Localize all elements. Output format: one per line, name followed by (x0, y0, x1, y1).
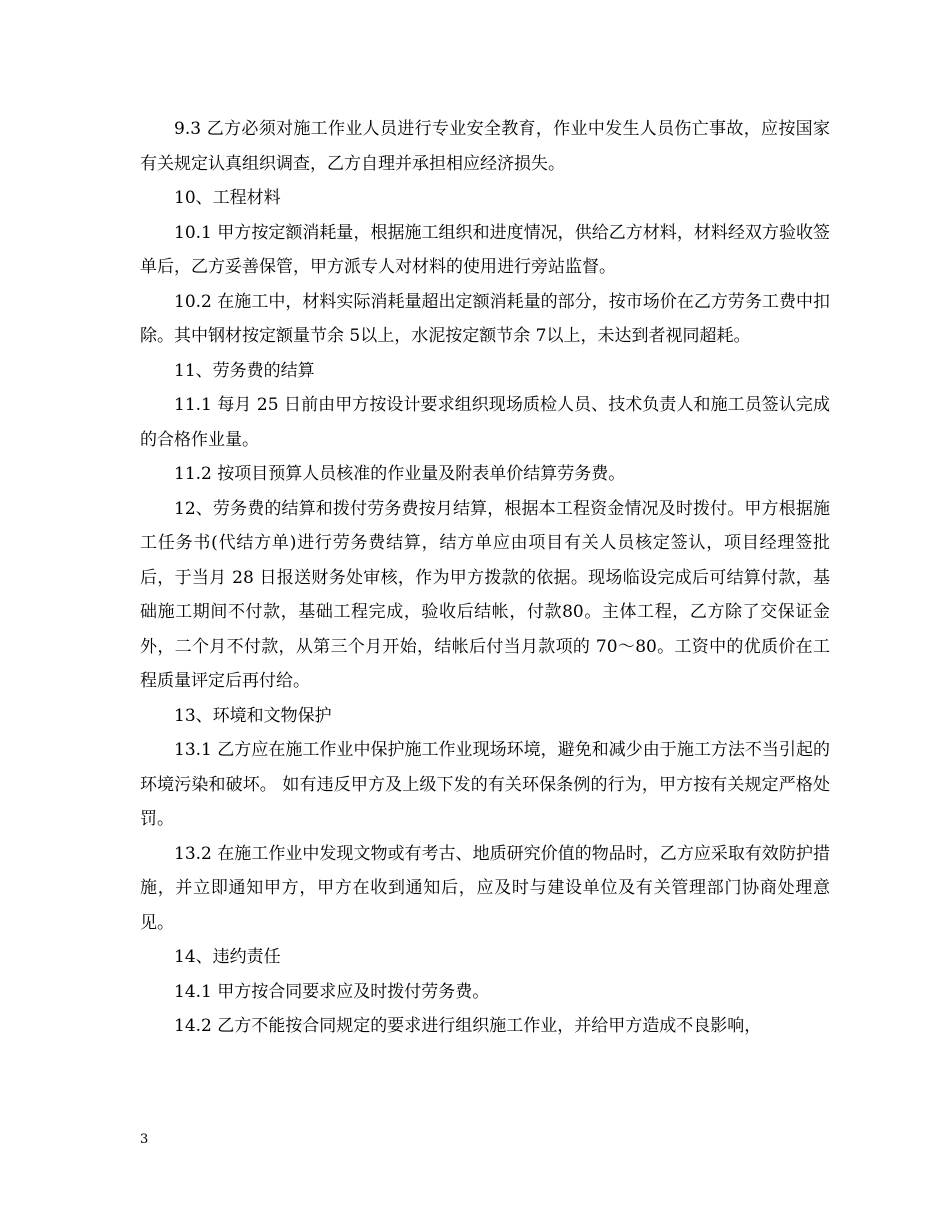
clause-14-2: 14.2 乙方不能按合同规定的要求进行组织施工作业，并给甲方造成不良影响， (174, 1016, 762, 1036)
clause-12: 12、劳务费的结算和拨付劳务费按月结算，根据本工程资金情况及时拨付。甲方根据施工任务书(代结方单)进行劳务费结算，结方单应由项目有关人员核定签认，项目经理签批后，于当月 28 日报送财务处审核，作为甲方拨款的依据。现场临设完成后可结算付款，基础施工期间不付款，基础工程完成，验收后结帐，付款80。主体工程，乙方除了交保证金外，二个月不付款，从第三个月开始，结帐后付当月款项的 70～80。工资中的优质价在工程质量评定后再付给。 (140, 498, 830, 691)
clause-11-2: 11.2 按项目预算人员核准的作业量及附表单价结算劳务费。 (174, 464, 626, 484)
clause-13-1: 13.1 乙方应在施工作业中保护施工作业现场环境，避免和减少由于施工方法不当引起的环境污染和破坏。 如有违反甲方及上级下发的有关环保条例的行为，甲方按有关规定严格处罚。 (140, 740, 830, 829)
page-number: 3 (140, 1132, 149, 1147)
clause-13-2: 13.2 在施工作业中发现文物或有考古、地质研究价值的物品时，乙方应采取有效防护措施，并立即通知甲方，甲方在收到通知后，应及时与建设单位及有关管理部门协商处理意见。 (140, 843, 830, 933)
clause-10-1: 10.1 甲方按定额消耗量，根据施工组织和进度情况，供给乙方材料，材料经双方验收签单后，乙方妥善保管，甲方派专人对材料的使用进行旁站监督。 (140, 222, 830, 277)
clause-10-2: 10.2 在施工中，材料实际消耗量超出定额消耗量的部分，按市场价在乙方劳务工费中扣除。其中钢材按定额量节余 5以上，水泥按定额节余 7以上，未达到者视同超耗。 (140, 291, 830, 346)
section-heading-14: 14、违约责任 (174, 947, 281, 967)
section-heading-10: 10、工程材料 (174, 188, 281, 208)
document-body (140, 112, 830, 1044)
section-heading-13: 13、环境和文物保护 (174, 705, 332, 726)
section-heading-11: 11、劳务费的结算 (174, 360, 315, 381)
clause-11-1: 11.1 每月 25 日前由甲方按设计要求组织现场质检人员、技术负责人和施工员签认完成的合格作业量。 (140, 395, 830, 450)
clause-9-3: 9.3 乙方必须对施工作业人员进行专业安全教育，作业中发生人员伤亡事故，应按国家有关规定认真组织调查，乙方自理并承担相应经济损失。 (140, 119, 830, 174)
clause-14-1: 14.1 甲方按合同要求应及时拨付劳务费。 (174, 981, 490, 1002)
